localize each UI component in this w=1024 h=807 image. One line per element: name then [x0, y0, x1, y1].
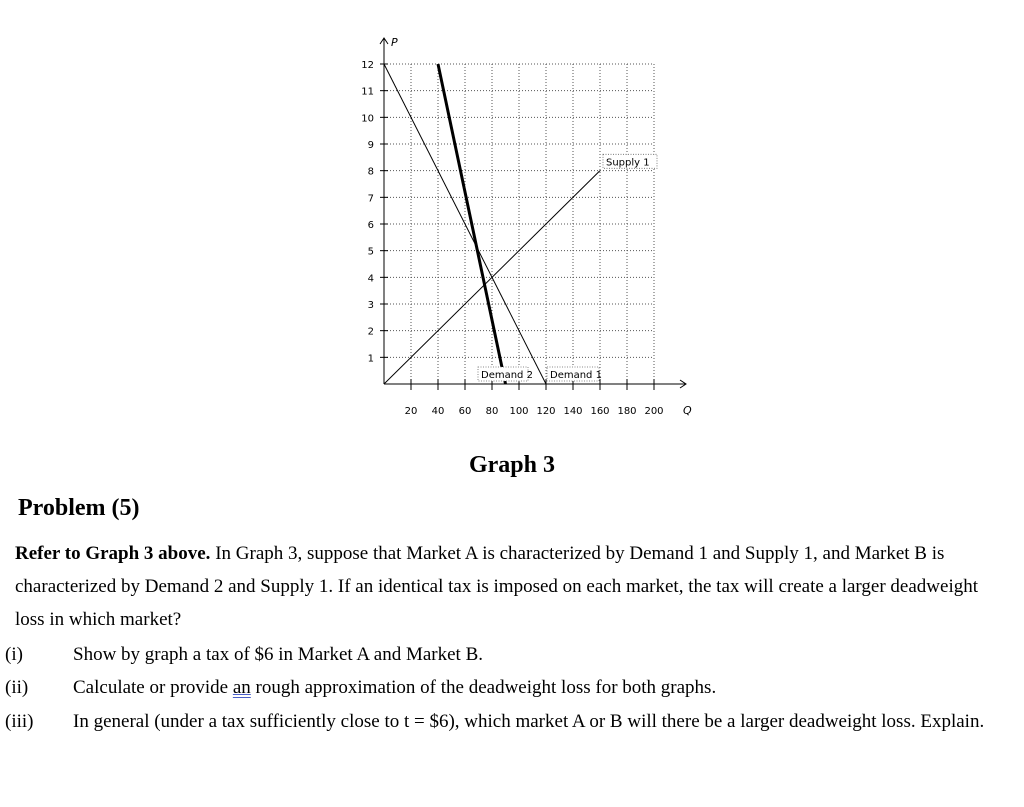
- x-tick-label: 60: [458, 406, 472, 417]
- problem-intro-bold: Refer to Graph 3 above.: [15, 543, 211, 564]
- y-tick-label: 9: [367, 140, 374, 151]
- graph-title: Graph 3: [468, 452, 555, 478]
- demand-1-label: Demand 1: [550, 370, 602, 381]
- y-tick-label: 8: [367, 166, 374, 178]
- problem-intro-rest: In Graph 3, suppose that Market A is characterized by Demand 1 and Supply 1, and Market B is characterized by Demand 2 and Supply 1. If an identical tax is imposed on each market, the tax will create a larger deadweight loss in which market?: [15, 543, 978, 630]
- question-number: (ii): [5, 677, 29, 698]
- chart-ticks: [361, 60, 663, 417]
- y-tick-label: 3: [367, 300, 374, 311]
- y-tick-label: 5: [367, 246, 374, 258]
- question-number: (i): [5, 644, 23, 665]
- chart-axes: [380, 36, 692, 417]
- question-text: Show by graph a tax of $6 in Market A and Market B.: [73, 644, 484, 665]
- question-text: [73, 671, 1018, 704]
- x-tick-label: 40: [431, 406, 445, 417]
- y-tick-label: 2: [367, 326, 374, 338]
- x-tick-label: 80: [485, 406, 499, 417]
- y-tick-label: 11: [361, 86, 374, 98]
- problem-title: Problem (5): [18, 495, 140, 521]
- demand-2-label: Demand 2: [481, 370, 533, 381]
- y-tick-label: 1: [367, 353, 374, 365]
- y-tick-label: 10: [361, 113, 374, 125]
- x-tick-label: 100: [509, 406, 529, 417]
- x-tick-label: 120: [536, 406, 556, 417]
- x-tick-label: 160: [590, 406, 610, 417]
- x-tick-label: 20: [404, 406, 418, 417]
- question-text-post: rough approximation of the deadweight loss for both graphs.: [250, 677, 717, 698]
- problem-intro: [15, 537, 1005, 636]
- supply-1-label: Supply 1: [606, 157, 650, 169]
- y-tick-label: 7: [367, 193, 374, 205]
- y-tick-label: 4: [367, 273, 374, 285]
- x-tick-label: 200: [644, 406, 664, 417]
- chart-grid: [384, 64, 654, 384]
- chart-series-labels: [478, 154, 657, 381]
- y-axis-label: P: [391, 36, 398, 49]
- x-axis-label: Q: [683, 404, 692, 417]
- question-text-pre: Calculate or provide: [73, 677, 233, 698]
- x-tick-label: 180: [617, 406, 637, 417]
- underlined-word: an: [232, 677, 251, 698]
- x-tick-label: 140: [563, 406, 583, 417]
- question-number: (iii): [5, 711, 34, 732]
- question-text: In general (under a tax sufficiently close to t = $6), which market A or B will there be a larger deadweight loss. Explain.: [73, 711, 985, 732]
- y-tick-label: 12: [361, 60, 374, 71]
- y-tick-label: 6: [367, 220, 374, 231]
